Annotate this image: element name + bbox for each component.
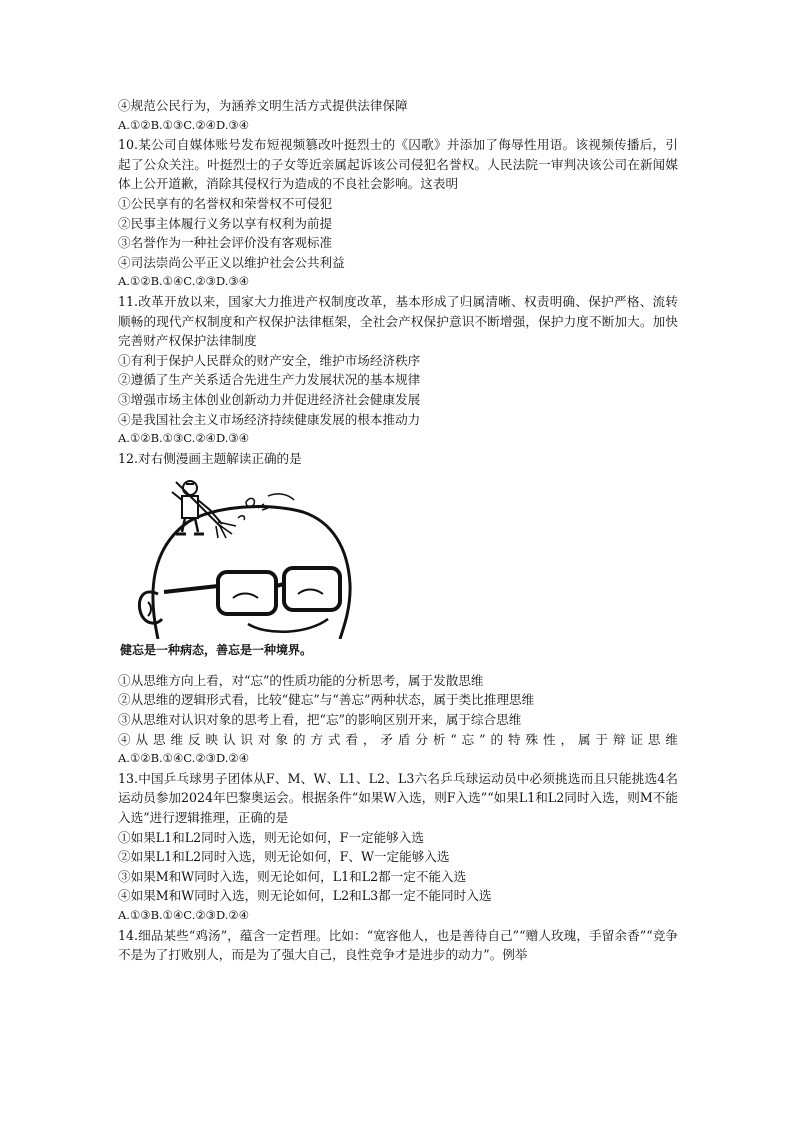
q12-option-1: ①从思维方向上看，对“忘”的性质功能的分析思考，属于发散思维	[118, 672, 484, 688]
q10-option-4: ④司法崇尚公平正义以维护社会公共利益	[118, 254, 345, 270]
q13-answers: A.①③B.①④C.②③D.②④	[118, 908, 250, 922]
q11-option-1: ①有利于保护人民群众的财产安全，维护市场经济秩序	[118, 352, 421, 368]
document-page	[118, 96, 678, 965]
q9-answers: A.①②B.①③C.②④D.③④	[118, 117, 250, 132]
q9-option-4: ④规范公民行为，为涵养文明生活方式提供法律保障	[118, 98, 408, 113]
q11-answers: A.①②B.①③C.②④D.③④	[118, 431, 250, 446]
q10-option-1: ①公民享有的名誉权和荣誉权不可侵犯	[118, 195, 333, 211]
q13-option-3: ③如果M和W同时入选，则无论如何，L1和L2都一定不能入选	[118, 868, 467, 884]
q10-option-3: ③名誉作为一种社会评价没有客观标准	[118, 235, 333, 251]
q12-option-2: ②从思维的逻辑形式看，比较“健忘”与“善忘”两种状态，属于类比推理思维	[118, 692, 535, 708]
q14-stem: 14.细品某些“鸡汤”，蕴含一定哲理。比如：“宽容他人，也是善待自己”“赠人玫瑰，手留余香”“竞争不是为了打败别人，而是为了强大自己，良性竞争才是进步的动力”。例举	[118, 927, 678, 963]
q12-stem: 12.对右侧漫画主题解读正确的是	[118, 450, 302, 466]
q11-option-3: ③增强市场主体创业创新动力并促进经济社会健康发展	[118, 391, 421, 407]
cartoon-caption: 健忘是一种病态，善忘是一种境界。	[120, 643, 313, 658]
q10-option-2: ②民事主体履行义务以享有权利为前提	[118, 215, 333, 231]
q11-option-4: ④是我国社会主义市场经济持续健康发展的根本推动力	[118, 411, 421, 427]
q13-option-2: ②如果L1和L2同时入选，则无论如何，F、W一定能够入选	[118, 849, 450, 865]
q13-option-4: ④如果M和W同时入选，则无论如何，L2和L3都一定不能同时入选	[118, 888, 492, 904]
q12-option-3: ③从思维对认识对象的思考上看，把“忘”的影响区别开来，属于综合思维	[118, 712, 522, 728]
q12-option-4: ④从思维反映认识对象的方式看，矛盾分析“忘”的特殊性，属于辩证思维	[118, 731, 678, 747]
cartoon-image	[118, 474, 358, 639]
q10-stem: 10.某公司自媒体账号发布短视频篡改叶挺烈士的《囚歌》并添加了侮辱性用语。该视频传播后，引起了公众关注。叶挺烈士的子女等近亲属起诉该公司侵犯名誉权。人民法院一审判决该公司在新闻媒体上公开道歉，消除其侵权行为造成的不良社会影响。这表明	[118, 137, 678, 192]
q11-option-2: ②遵循了生产关系适合先进生产力发展状况的基本规律	[118, 372, 421, 388]
q11-stem: 11.改革开放以来，国家大力推进产权制度改革，基本形成了归属清晰、权责明确、保护严格、流转顺畅的现代产权制度和产权保护法律框架，全社会产权保护意识不断增强，保护力度不断加大。加快完善财产权保护法律制度	[118, 293, 678, 349]
q12-answers: A.①②B.①④C.②③D.②④	[118, 751, 250, 766]
q13-option-1: ①如果L1和L2同时入选，则无论如何，F一定能够入选	[118, 829, 424, 845]
cartoon-drawing	[118, 474, 358, 639]
q10-answers: A.①②B.①④C.②③D.③④	[118, 274, 250, 289]
q13-stem: 13.中国乒乓球男子团体从F、M、W、L1、L2、L3六名乒乓球运动员中必须挑选而且只能挑选4名运动员参加2024年巴黎奥运会。根据条件“如果W入选，则F入选”“如果L1和L2同时入选，则M不能入选”进行逻辑推理，正确的是	[118, 770, 678, 826]
